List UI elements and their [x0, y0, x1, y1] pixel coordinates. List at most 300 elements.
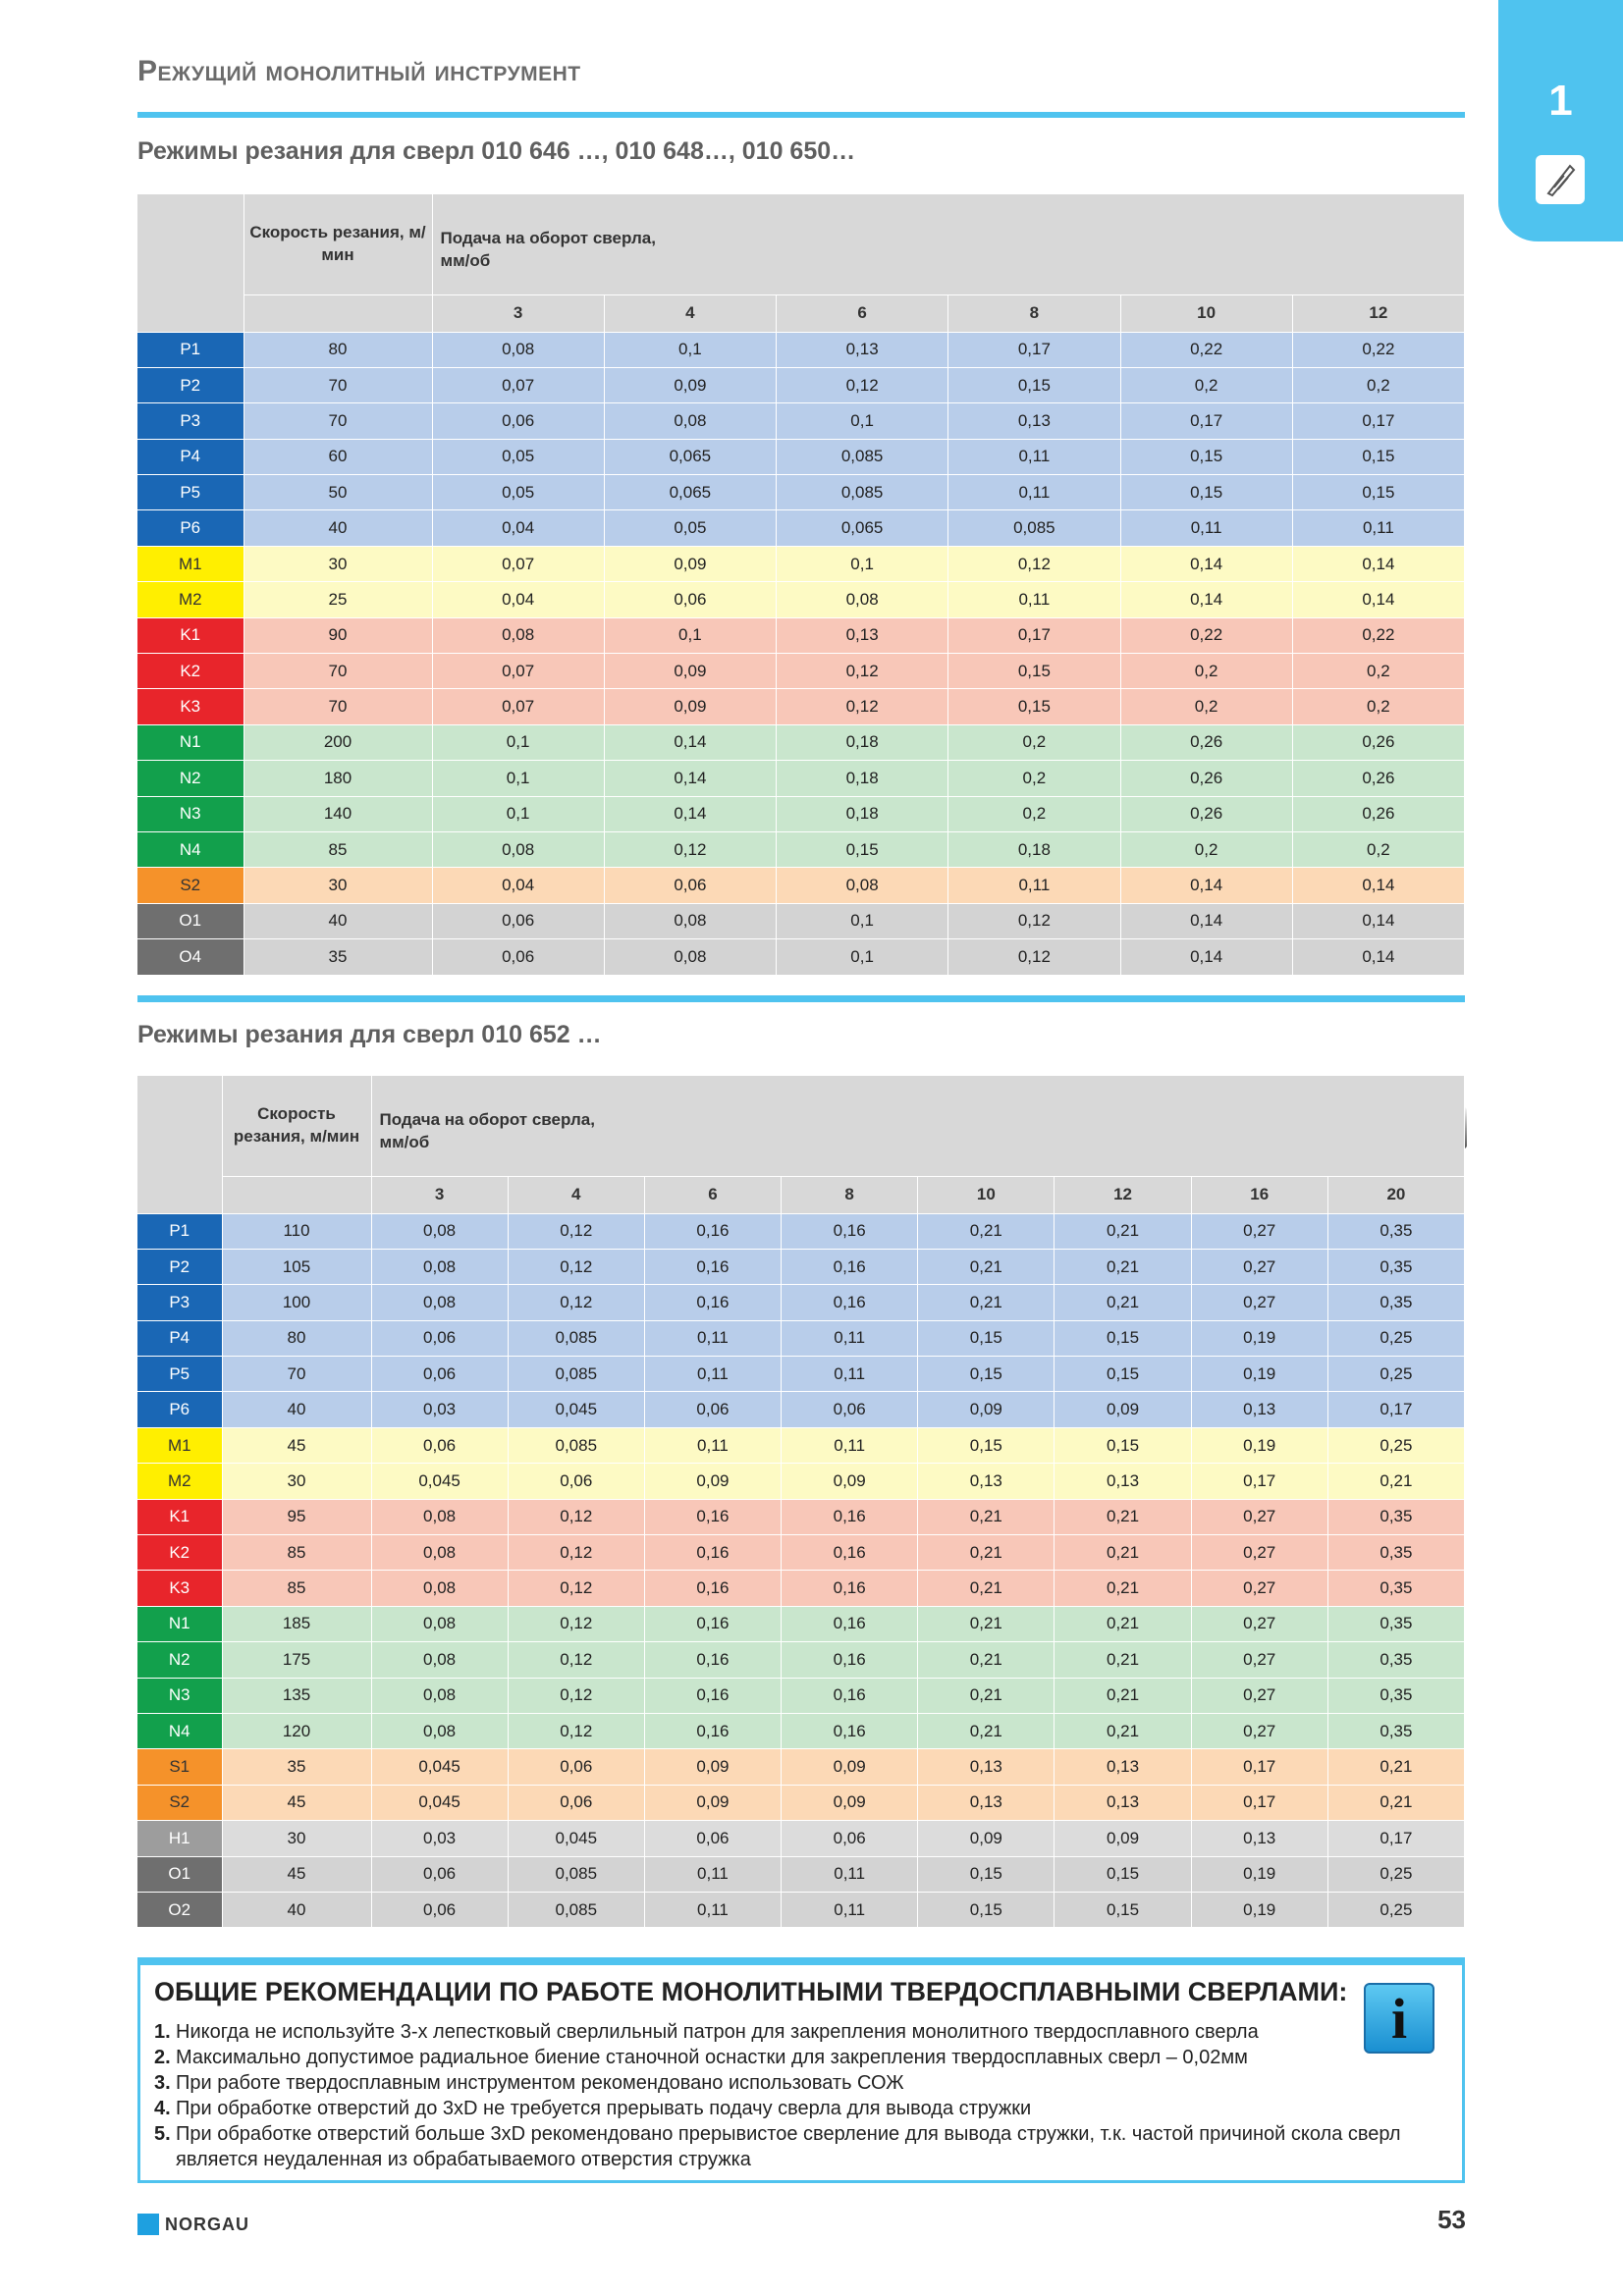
material-code: M2	[137, 582, 243, 617]
cutting-speed: 185	[222, 1606, 371, 1641]
feed-value: 0,16	[644, 1249, 781, 1284]
feed-value: 0,27	[1191, 1606, 1327, 1641]
feed-value: 0,35	[1327, 1678, 1464, 1713]
feed-value: 0,12	[508, 1642, 644, 1678]
feed-value: 0,26	[1292, 724, 1464, 760]
cutting-speed: 95	[222, 1499, 371, 1534]
feed-value: 0,15	[918, 1892, 1055, 1927]
feed-value: 0,09	[604, 367, 776, 402]
table-row	[137, 868, 1465, 903]
feed-value: 0,09	[782, 1749, 918, 1785]
feed-value: 0,05	[604, 510, 776, 546]
feed-value: 0,045	[508, 1821, 644, 1856]
feed-value: 0,12	[777, 654, 948, 689]
table-row	[137, 1499, 1465, 1534]
cutting-speed: 100	[222, 1285, 371, 1320]
feed-value: 0,11	[644, 1892, 781, 1927]
feed-value: 0,21	[1055, 1249, 1191, 1284]
list-item	[154, 2096, 1448, 2121]
feed-value: 0,08	[604, 903, 776, 938]
feed-value: 0,06	[604, 868, 776, 903]
feed-value: 0,12	[604, 831, 776, 867]
table-row	[137, 1357, 1465, 1392]
table1-diameter-header: 4	[604, 294, 776, 332]
material-code: P2	[137, 367, 243, 402]
feed-value: 0,08	[777, 868, 948, 903]
cutting-speed: 110	[222, 1213, 371, 1249]
feed-value: 0,21	[1327, 1464, 1464, 1499]
material-code: K1	[137, 617, 243, 653]
feed-value: 0,16	[644, 1571, 781, 1606]
material-code: S1	[137, 1749, 222, 1785]
feed-value: 0,27	[1191, 1213, 1327, 1249]
cutting-speed: 30	[222, 1821, 371, 1856]
table-row	[137, 1713, 1465, 1748]
feed-value: 0,35	[1327, 1571, 1464, 1606]
material-code: N2	[137, 761, 243, 796]
feed-value: 0,21	[918, 1213, 1055, 1249]
feed-value: 0,12	[508, 1571, 644, 1606]
feed-value: 0,1	[777, 403, 948, 439]
feed-value: 0,15	[918, 1427, 1055, 1463]
feed-value: 0,15	[1292, 475, 1464, 510]
table-row	[137, 617, 1465, 653]
table-row	[137, 831, 1465, 867]
feed-value: 0,26	[1120, 724, 1292, 760]
feed-value: 0,18	[777, 761, 948, 796]
feed-value: 0,11	[782, 1357, 918, 1392]
material-code: O1	[137, 903, 243, 938]
table-row	[137, 1427, 1465, 1463]
table-row	[137, 1678, 1465, 1713]
feed-value: 0,1	[604, 617, 776, 653]
material-code: N1	[137, 1606, 222, 1641]
feed-value: 0,15	[1055, 1856, 1191, 1892]
feed-value: 0,26	[1120, 796, 1292, 831]
feed-value: 0,21	[1327, 1785, 1464, 1820]
brand-square-icon	[137, 2214, 159, 2235]
list-item-number: 3.	[154, 2072, 171, 2094]
table-row	[137, 689, 1465, 724]
material-code: P5	[137, 1357, 222, 1392]
feed-value: 0,13	[1055, 1464, 1191, 1499]
feed-value: 0,22	[1120, 617, 1292, 653]
feed-value: 0,15	[1292, 439, 1464, 474]
feed-value: 0,085	[508, 1856, 644, 1892]
cutting-speed: 80	[243, 332, 432, 367]
material-code: O2	[137, 1892, 222, 1927]
feed-value: 0,08	[604, 403, 776, 439]
feed-value: 0,16	[782, 1606, 918, 1641]
feed-value: 0,2	[1292, 831, 1464, 867]
feed-value: 0,14	[1120, 939, 1292, 975]
feed-value: 0,15	[1120, 439, 1292, 474]
cutting-speed: 200	[243, 724, 432, 760]
feed-value: 0,11	[948, 582, 1120, 617]
feed-value: 0,06	[782, 1392, 918, 1427]
table-row	[137, 582, 1465, 617]
table1-diameter-header: 6	[777, 294, 948, 332]
feed-value: 0,03	[371, 1821, 508, 1856]
table1-speed-blank	[243, 294, 432, 332]
chapter-tab[interactable]	[1498, 0, 1623, 241]
feed-value: 0,09	[782, 1464, 918, 1499]
feed-value: 0,19	[1191, 1357, 1327, 1392]
feed-value: 0,21	[918, 1285, 1055, 1320]
brand-logo	[137, 2214, 249, 2235]
table-row	[137, 1249, 1465, 1284]
feed-value: 0,12	[508, 1678, 644, 1713]
feed-value: 0,11	[782, 1892, 918, 1927]
feed-value: 0,085	[508, 1320, 644, 1356]
table-row	[137, 1749, 1465, 1785]
feed-value: 0,08	[371, 1249, 508, 1284]
feed-value: 0,06	[508, 1749, 644, 1785]
cutting-speed: 90	[243, 617, 432, 653]
table2-speed-header: Скорость резания, м/мин	[222, 1076, 371, 1176]
material-code: K1	[137, 1499, 222, 1534]
feed-value: 0,22	[1120, 332, 1292, 367]
brand-name: NORGAU	[165, 2214, 249, 2234]
table2-diameter-header: 12	[1055, 1176, 1191, 1213]
feed-value: 0,13	[918, 1464, 1055, 1499]
feed-value: 0,14	[1120, 903, 1292, 938]
feed-value: 0,35	[1327, 1713, 1464, 1748]
material-code: K3	[137, 1571, 222, 1606]
feed-value: 0,2	[1292, 654, 1464, 689]
feed-value: 0,09	[1055, 1392, 1191, 1427]
feed-value: 0,05	[432, 439, 604, 474]
feed-value: 0,12	[508, 1535, 644, 1571]
table1-feed-header-line1: Подача на оборот сверла,	[440, 229, 656, 247]
cutting-speed: 135	[222, 1678, 371, 1713]
feed-value: 0,14	[1120, 868, 1292, 903]
feed-value: 0,21	[1327, 1749, 1464, 1785]
feed-value: 0,04	[432, 510, 604, 546]
material-code: M2	[137, 1464, 222, 1499]
material-code: P3	[137, 1285, 222, 1320]
feed-value: 0,14	[1292, 546, 1464, 581]
feed-value: 0,25	[1327, 1357, 1464, 1392]
feed-value: 0,16	[644, 1285, 781, 1320]
feed-value: 0,26	[1292, 761, 1464, 796]
list-item-text: При обработке отверстий больше 3хD рекомендовано прерывистое сверление для вывода стружки, т.к. частой причиной скола сверл является неудаленная из обрабатываемого отверстия стружка	[176, 2123, 1401, 2170]
feed-value: 0,085	[777, 439, 948, 474]
material-code: M1	[137, 1427, 222, 1463]
feed-value: 0,16	[782, 1213, 918, 1249]
feed-value: 0,1	[777, 939, 948, 975]
list-item	[154, 2019, 1448, 2045]
feed-value: 0,35	[1327, 1606, 1464, 1641]
material-code: P4	[137, 439, 243, 474]
feed-value: 0,21	[918, 1642, 1055, 1678]
material-code: P5	[137, 475, 243, 510]
feed-value: 0,26	[1120, 761, 1292, 796]
feed-value: 0,14	[1292, 582, 1464, 617]
feed-value: 0,14	[1292, 868, 1464, 903]
cutting-speed: 80	[222, 1320, 371, 1356]
table-row	[137, 654, 1465, 689]
feed-value: 0,17	[948, 332, 1120, 367]
feed-value: 0,07	[432, 654, 604, 689]
feed-value: 0,15	[1120, 475, 1292, 510]
feed-value: 0,21	[1055, 1499, 1191, 1534]
feed-value: 0,17	[1327, 1821, 1464, 1856]
feed-value: 0,21	[918, 1249, 1055, 1284]
feed-value: 0,27	[1191, 1535, 1327, 1571]
material-code: P6	[137, 510, 243, 546]
section2-title: Режимы резания для сверл 010 652 …	[137, 1021, 602, 1048]
material-code: P3	[137, 403, 243, 439]
table1-feed-header	[432, 194, 1465, 294]
material-code: H1	[137, 1821, 222, 1856]
feed-value: 0,06	[432, 939, 604, 975]
feed-value: 0,21	[918, 1713, 1055, 1748]
feed-value: 0,18	[948, 831, 1120, 867]
feed-value: 0,2	[948, 761, 1120, 796]
feed-value: 0,16	[782, 1571, 918, 1606]
feed-value: 0,045	[371, 1785, 508, 1820]
feed-value: 0,09	[644, 1785, 781, 1820]
feed-value: 0,06	[644, 1392, 781, 1427]
table-row	[137, 367, 1465, 402]
chapter-number: 1	[1548, 77, 1573, 125]
feed-value: 0,06	[371, 1427, 508, 1463]
feed-value: 0,19	[1191, 1427, 1327, 1463]
feed-value: 0,1	[432, 724, 604, 760]
feed-value: 0,14	[1120, 546, 1292, 581]
feed-value: 0,12	[508, 1249, 644, 1284]
feed-value: 0,12	[948, 939, 1120, 975]
table-row	[137, 1785, 1465, 1820]
material-code: P1	[137, 332, 243, 367]
feed-value: 0,085	[777, 475, 948, 510]
feed-value: 0,06	[508, 1785, 644, 1820]
feed-value: 0,09	[604, 546, 776, 581]
feed-value: 0,16	[644, 1499, 781, 1534]
feed-value: 0,35	[1327, 1249, 1464, 1284]
feed-value: 0,2	[1120, 689, 1292, 724]
page-title: Режущий монолитный инструмент	[137, 55, 581, 87]
table-row	[137, 724, 1465, 760]
feed-value: 0,085	[508, 1357, 644, 1392]
feed-value: 0,16	[644, 1535, 781, 1571]
feed-value: 0,11	[782, 1856, 918, 1892]
cutting-speed: 40	[222, 1392, 371, 1427]
feed-value: 0,06	[432, 403, 604, 439]
feed-value: 0,25	[1327, 1320, 1464, 1356]
feed-value: 0,06	[371, 1892, 508, 1927]
table2-diameter-header: 16	[1191, 1176, 1327, 1213]
table-row	[137, 1856, 1465, 1892]
feed-value: 0,14	[1292, 939, 1464, 975]
table1-diameter-header: 8	[948, 294, 1120, 332]
feed-value: 0,11	[782, 1427, 918, 1463]
material-code: M1	[137, 546, 243, 581]
feed-value: 0,16	[782, 1249, 918, 1284]
feed-value: 0,17	[1120, 403, 1292, 439]
cutting-table-1	[137, 194, 1465, 976]
feed-value: 0,15	[948, 654, 1120, 689]
feed-value: 0,13	[1055, 1749, 1191, 1785]
page-number: 53	[1437, 2205, 1466, 2234]
recommendations-title: ОБЩИЕ РЕКОМЕНДАЦИИ ПО РАБОТЕ МОНОЛИТНЫМИ ТВЕРДОСПЛАВНЫМИ СВЕРЛАМИ:	[154, 1977, 1348, 2006]
feed-value: 0,08	[604, 939, 776, 975]
table-row	[137, 1642, 1465, 1678]
feed-value: 0,27	[1191, 1249, 1327, 1284]
table-row	[137, 1464, 1465, 1499]
feed-value: 0,2	[948, 796, 1120, 831]
table-row	[137, 903, 1465, 938]
feed-value: 0,05	[432, 475, 604, 510]
feed-value: 0,2	[1120, 831, 1292, 867]
feed-value: 0,1	[432, 761, 604, 796]
table-row	[137, 761, 1465, 796]
feed-value: 0,08	[371, 1713, 508, 1748]
table2-diameter-header: 3	[371, 1176, 508, 1213]
feed-value: 0,16	[644, 1713, 781, 1748]
feed-value: 0,08	[432, 332, 604, 367]
table-row	[137, 403, 1465, 439]
feed-value: 0,16	[782, 1713, 918, 1748]
table-row	[137, 510, 1465, 546]
feed-value: 0,21	[1055, 1285, 1191, 1320]
feed-value: 0,085	[948, 510, 1120, 546]
feed-value: 0,085	[508, 1427, 644, 1463]
feed-value: 0,1	[604, 332, 776, 367]
feed-value: 0,17	[1292, 403, 1464, 439]
list-item	[154, 2045, 1448, 2070]
feed-value: 0,07	[432, 367, 604, 402]
feed-value: 0,14	[1120, 582, 1292, 617]
list-item-text: Никогда не используйте 3-х лепестковый сверлильный патрон для закрепления монолитного твердосплавного сверла	[176, 2021, 1259, 2043]
cutting-speed: 70	[243, 403, 432, 439]
feed-value: 0,06	[782, 1821, 918, 1856]
table2-corner	[137, 1076, 222, 1213]
feed-value: 0,11	[1292, 510, 1464, 546]
feed-value: 0,22	[1292, 332, 1464, 367]
feed-value: 0,13	[1055, 1785, 1191, 1820]
table2-diameter-header: 4	[508, 1176, 644, 1213]
material-code: N4	[137, 1713, 222, 1748]
table-row	[137, 939, 1465, 975]
feed-value: 0,14	[604, 724, 776, 760]
cutting-speed: 85	[222, 1535, 371, 1571]
section-rule-1	[137, 995, 1465, 1002]
feed-value: 0,045	[371, 1749, 508, 1785]
feed-value: 0,06	[371, 1320, 508, 1356]
title-rule	[137, 112, 1465, 118]
material-code: S2	[137, 1785, 222, 1820]
cutting-speed: 85	[222, 1571, 371, 1606]
feed-value: 0,19	[1191, 1856, 1327, 1892]
cutting-speed: 60	[243, 439, 432, 474]
feed-value: 0,065	[777, 510, 948, 546]
table1-diameter-header: 10	[1120, 294, 1292, 332]
feed-value: 0,19	[1191, 1892, 1327, 1927]
feed-value: 0,21	[1055, 1713, 1191, 1748]
feed-value: 0,35	[1327, 1499, 1464, 1534]
list-item	[154, 2070, 1448, 2096]
table2-speed-blank	[222, 1176, 371, 1213]
feed-value: 0,27	[1191, 1571, 1327, 1606]
feed-value: 0,06	[371, 1856, 508, 1892]
feed-value: 0,2	[1120, 654, 1292, 689]
feed-value: 0,25	[1327, 1856, 1464, 1892]
feed-value: 0,11	[948, 439, 1120, 474]
feed-value: 0,16	[782, 1499, 918, 1534]
feed-value: 0,27	[1191, 1285, 1327, 1320]
table2-feed-header	[371, 1076, 1465, 1176]
feed-value: 0,35	[1327, 1285, 1464, 1320]
feed-value: 0,09	[644, 1749, 781, 1785]
cutting-speed: 45	[222, 1856, 371, 1892]
feed-value: 0,16	[782, 1285, 918, 1320]
feed-value: 0,17	[1191, 1749, 1327, 1785]
table2-diameter-header: 8	[782, 1176, 918, 1213]
material-code: P6	[137, 1392, 222, 1427]
material-code: P2	[137, 1249, 222, 1284]
table1-diameter-header: 12	[1292, 294, 1464, 332]
cutting-speed: 70	[243, 654, 432, 689]
info-icon: i	[1364, 1983, 1434, 2054]
section1-title: Режимы резания для сверл 010 646 …, 010 648…, 010 650…	[137, 137, 856, 165]
table-row	[137, 1571, 1465, 1606]
feed-value: 0,2	[1292, 689, 1464, 724]
feed-value: 0,04	[432, 582, 604, 617]
drill-tool-icon	[1536, 155, 1585, 204]
feed-value: 0,12	[948, 546, 1120, 581]
feed-value: 0,08	[432, 831, 604, 867]
feed-value: 0,22	[1292, 617, 1464, 653]
table2-feed-header-line1: Подача на оборот сверла,	[379, 1110, 595, 1129]
list-item-number: 5.	[154, 2123, 171, 2145]
list-item-number: 4.	[154, 2098, 171, 2119]
feed-value: 0,09	[604, 654, 776, 689]
feed-value: 0,16	[644, 1642, 781, 1678]
cutting-speed: 40	[243, 903, 432, 938]
table-row	[137, 1821, 1465, 1856]
feed-value: 0,11	[782, 1320, 918, 1356]
feed-value: 0,08	[371, 1642, 508, 1678]
material-code: K2	[137, 654, 243, 689]
feed-value: 0,15	[1055, 1892, 1191, 1927]
table-row	[137, 546, 1465, 581]
feed-value: 0,21	[1055, 1606, 1191, 1641]
feed-value: 0,26	[1292, 796, 1464, 831]
feed-value: 0,03	[371, 1392, 508, 1427]
feed-value: 0,21	[1055, 1535, 1191, 1571]
cutting-speed: 45	[222, 1427, 371, 1463]
feed-value: 0,25	[1327, 1427, 1464, 1463]
feed-value: 0,27	[1191, 1678, 1327, 1713]
feed-value: 0,11	[948, 475, 1120, 510]
feed-value: 0,27	[1191, 1642, 1327, 1678]
feed-value: 0,12	[508, 1606, 644, 1641]
cutting-speed: 30	[222, 1464, 371, 1499]
feed-value: 0,21	[1055, 1678, 1191, 1713]
feed-value: 0,13	[948, 403, 1120, 439]
material-code: K2	[137, 1535, 222, 1571]
feed-value: 0,21	[918, 1535, 1055, 1571]
material-code: N2	[137, 1642, 222, 1678]
feed-value: 0,08	[432, 617, 604, 653]
list-item	[154, 2121, 1448, 2172]
table1-feed-header-line2: мм/об	[440, 250, 491, 270]
table-row	[137, 1535, 1465, 1571]
list-item-text: При обработке отверстий до 3хD не требуется прерывать подачу сверла для вывода стружки	[176, 2098, 1032, 2119]
feed-value: 0,09	[918, 1392, 1055, 1427]
